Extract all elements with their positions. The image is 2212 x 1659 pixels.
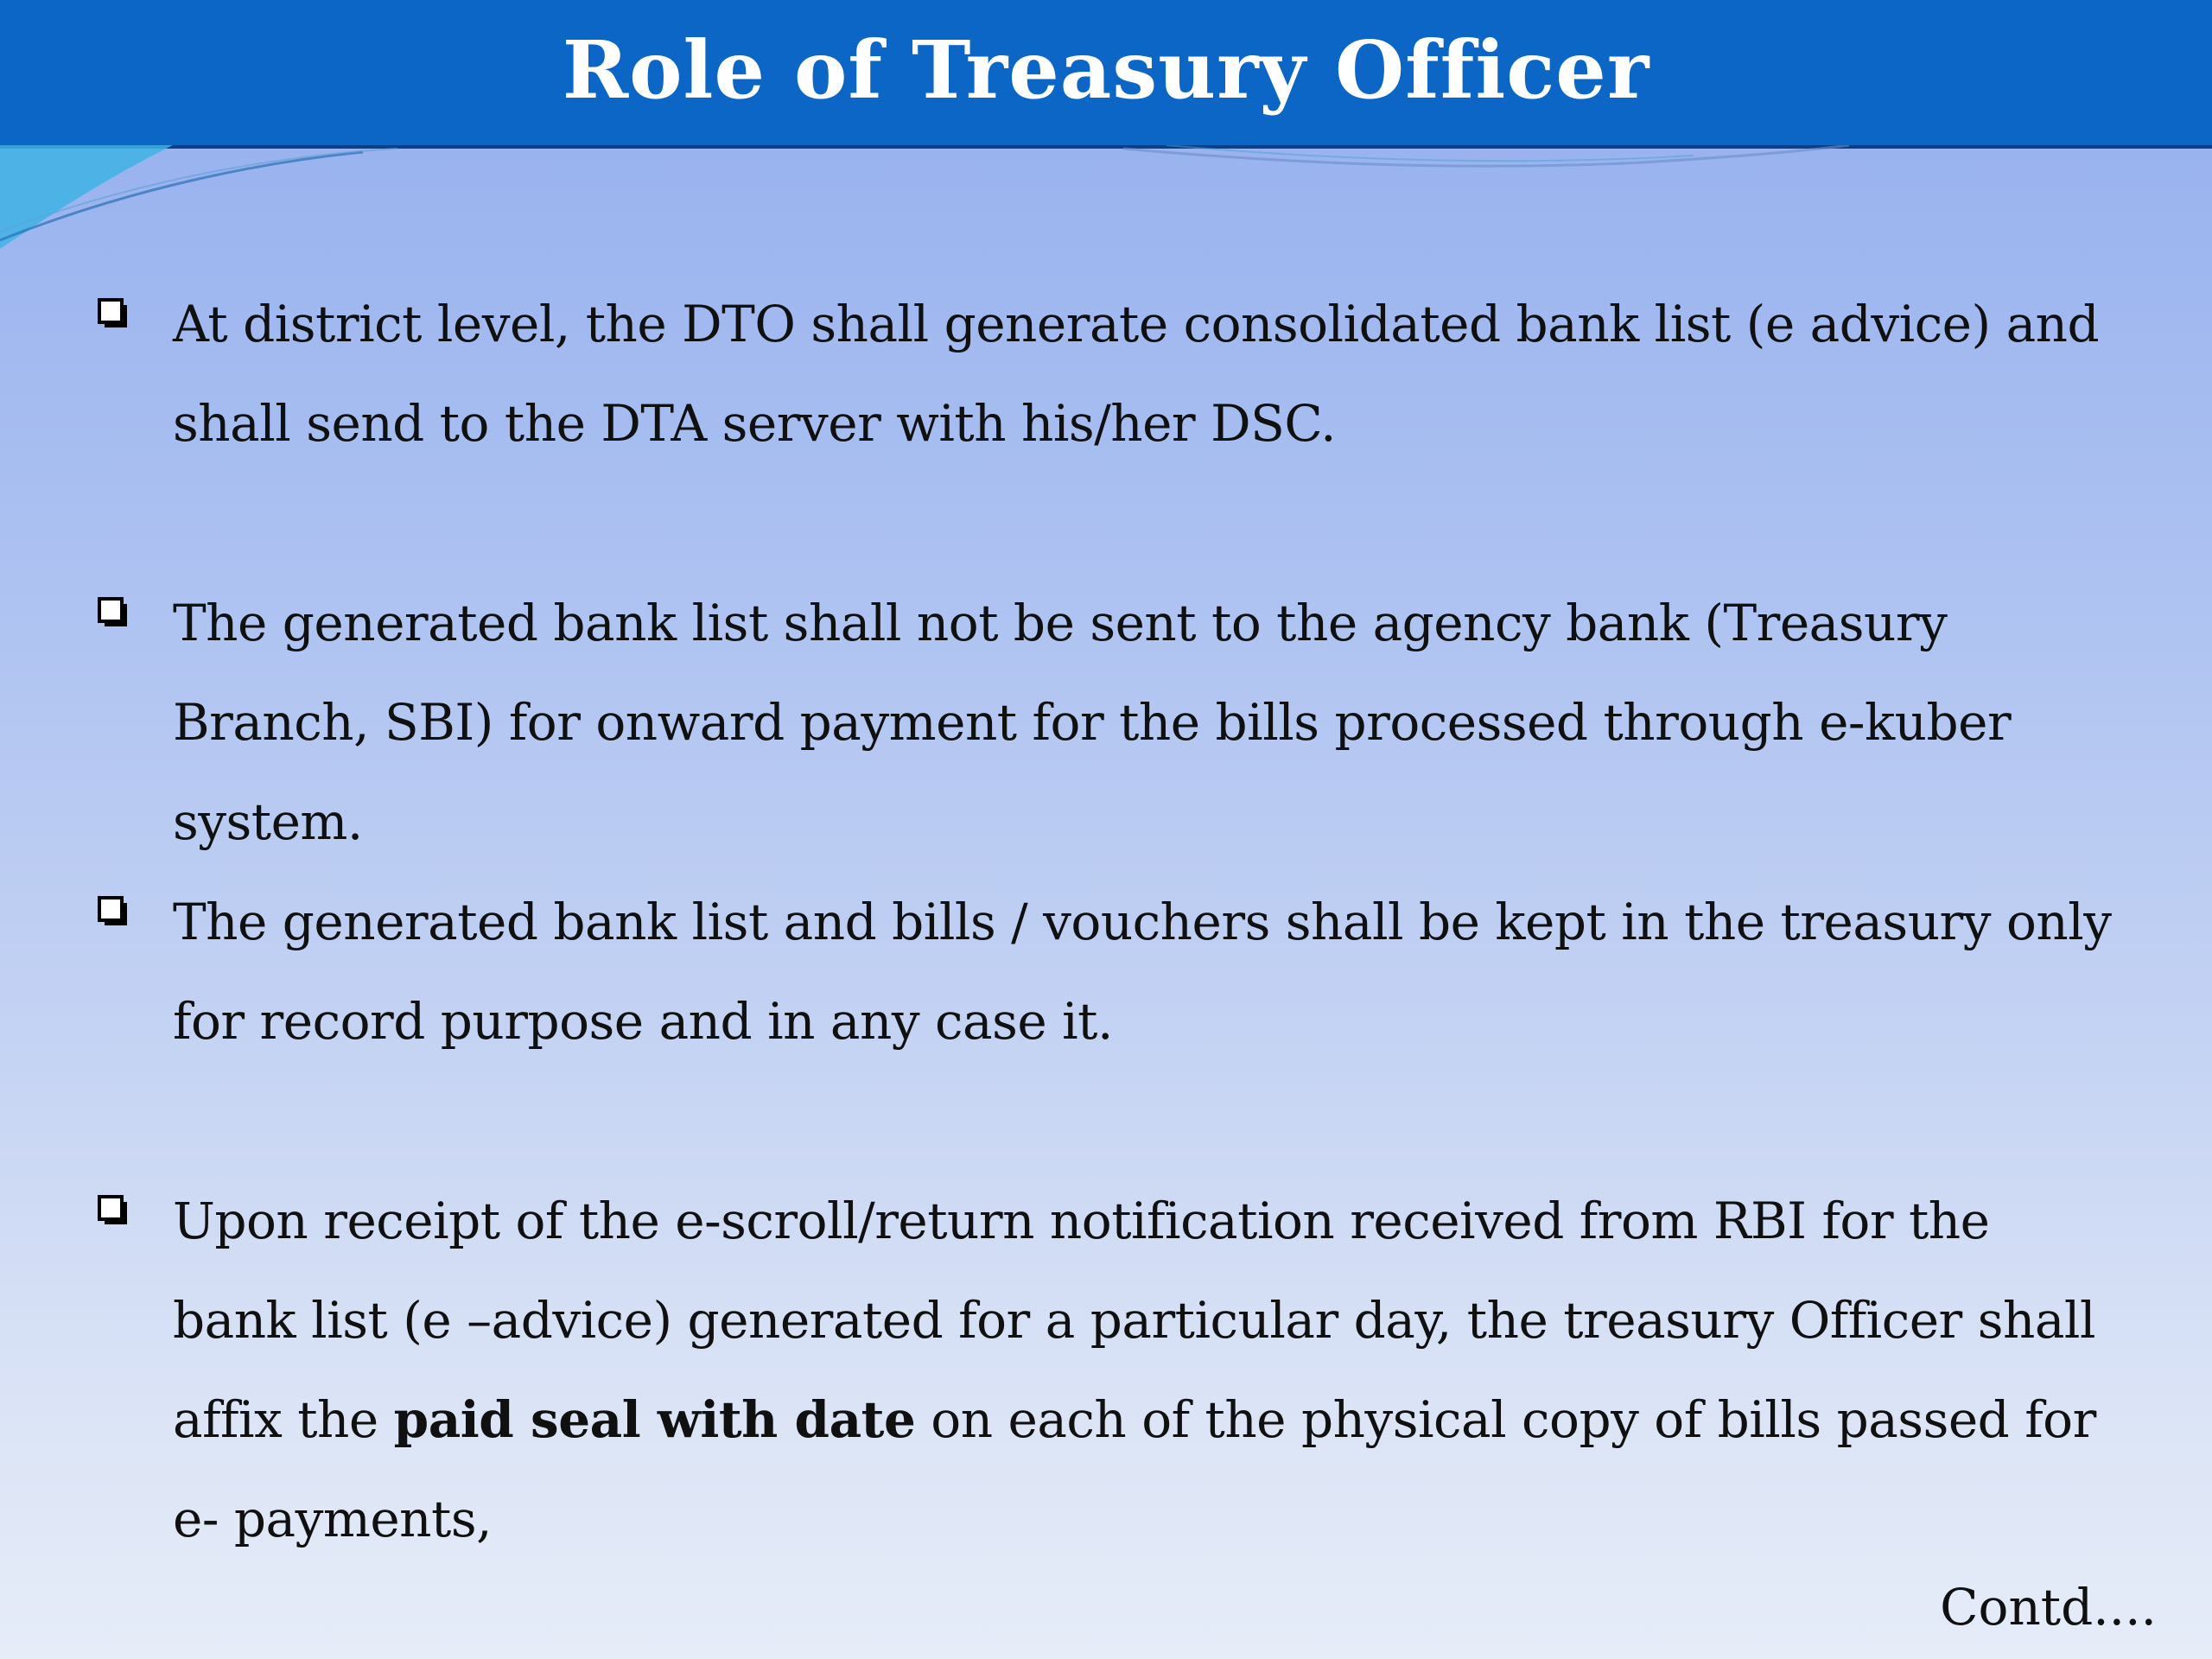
checkbox-icon (97, 297, 128, 328)
checkbox-icon (97, 1194, 128, 1225)
bullet-text-part: on each of the physical copy of bills passed for e- payments, (173, 1390, 2096, 1548)
bullet-item-2 (97, 574, 2119, 872)
bullet-text: At district level, the DTO shall generate consolidated bank list (e advice) and shall send to the DTA server with his/her DSC. (173, 295, 2100, 453)
checkbox-icon (97, 596, 128, 627)
bullet-item-4 (97, 1172, 2119, 1569)
bullet-text: The generated bank list shall not be sent to the agency bank (Treasury Branch, SBI) for onward payment for the bills processed through e-kuber system. (173, 594, 2012, 851)
continued-label: Contd.... (1940, 1578, 2157, 1637)
title-bar (0, 0, 2212, 149)
bullet-text (173, 1172, 2119, 1569)
bullet-text-part: Upon receipt of the e-scroll/return notification received from RBI for the bank list (e –advice) generated for a particular day, the treasury Officer shall affix the (173, 1192, 2096, 1449)
decorative-swoosh (0, 145, 2212, 266)
bullet-item-1 (97, 275, 2119, 474)
checkbox-icon (97, 895, 128, 926)
slide-title: Role of Treasury Officer (562, 23, 1650, 117)
bullet-item-3 (97, 873, 2119, 1071)
bullet-text: The generated bank list and bills / vouchers shall be kept in the treasury only for record purpose and in any case it. (173, 893, 2112, 1051)
bullet-text-bold: paid seal with date (393, 1390, 916, 1449)
